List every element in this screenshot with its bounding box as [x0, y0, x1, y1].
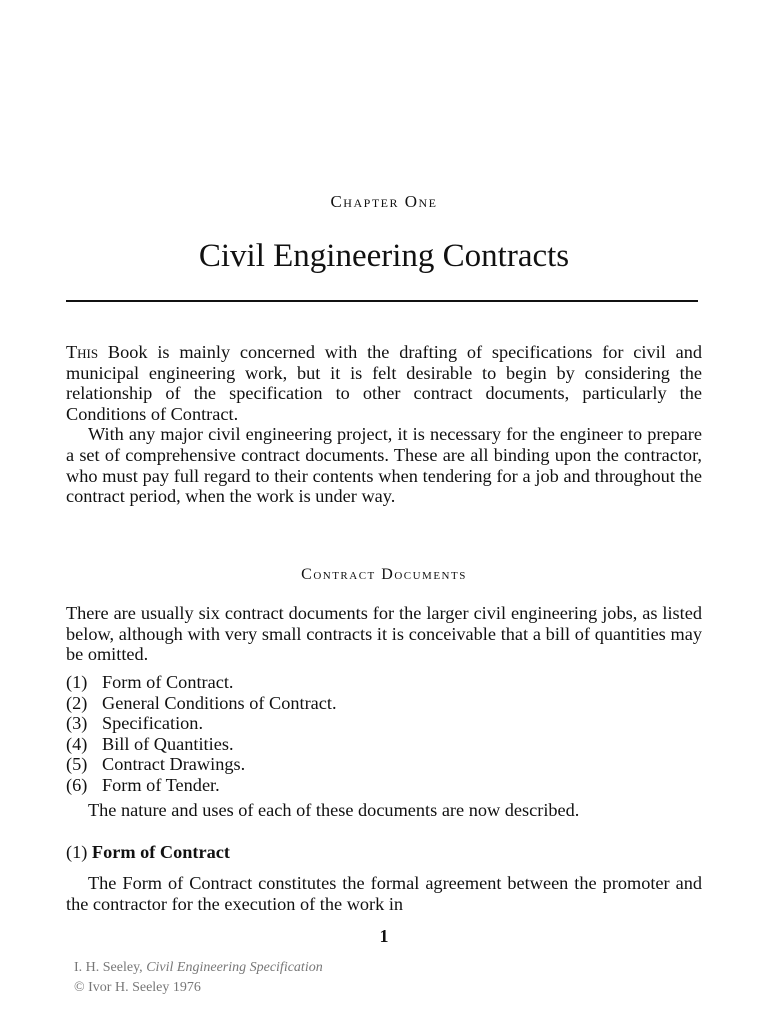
list-item-number: (5): [66, 754, 88, 775]
list-item: [66, 734, 702, 755]
intro-paragraph-1-text: Book is mainly concerned with the drafting of specifications for civil and municipal engineering work, but it is felt desirable to begin by considering the relationship of the specification to other contract documents, particularly the Conditions of Contract.: [66, 342, 702, 424]
list-item-label: Specification.: [102, 713, 204, 734]
list-item-label: Form of Tender.: [102, 774, 220, 795]
contract-documents-summary: The nature and uses of each of these documents are now described.: [88, 800, 580, 820]
list-item-number: (3): [66, 713, 88, 734]
contract-documents-intro-text: There are usually six contract documents for the larger civil engineering jobs, as listed below, although with very small contracts it is conceivable that a bill of quantities may be omitted.: [66, 603, 702, 665]
citation-copyright: © Ivor H. Seeley 1976: [74, 980, 201, 995]
intro-lead-word: This: [66, 342, 99, 362]
list-item: [66, 754, 702, 775]
list-item: [66, 713, 702, 734]
form-of-contract-text: The Form of Contract constitutes the formal agreement between the promoter and the contractor for the execution of the work in: [66, 873, 702, 914]
citation-author: I. H. Seeley,: [74, 960, 147, 975]
title-rule: [66, 300, 698, 302]
list-item-label: Contract Drawings.: [102, 754, 246, 775]
intro-paragraph-2: With any major civil engineering project, it is necessary for the engineer to prepare a set of comprehensive contract documents. These are all binding upon the contractor, who must pay full regard to their contents when tendering for a job and throughout the contract period, when the work is under way.: [66, 424, 702, 507]
subheading-form-of-contract: [66, 842, 230, 863]
list-item-number: (6): [66, 774, 88, 795]
list-item-label: General Conditions of Contract.: [102, 692, 337, 713]
list-item: [66, 672, 702, 693]
list-item-number: (4): [66, 733, 88, 754]
citation: [74, 958, 323, 998]
chapter-title: Civil Engineering Contracts: [198, 238, 570, 274]
citation-book-title: Civil Engineering Specification: [146, 960, 323, 975]
form-of-contract-section: [66, 873, 702, 914]
intro-section: [66, 342, 702, 507]
section-heading-contract-documents: Contract Documents: [301, 566, 467, 583]
subheading-title: Form of Contract: [91, 842, 230, 862]
list-item: [66, 693, 702, 714]
page-number: 1: [379, 926, 389, 946]
subheading-number: (1): [66, 842, 88, 862]
intro-paragraph-1: [66, 342, 702, 424]
citation-line-1: [74, 958, 323, 978]
contract-documents-list: [66, 672, 702, 796]
list-item: [66, 775, 702, 796]
list-item-number: (1): [66, 672, 88, 692]
list-item-label: Bill of Quantities.: [102, 733, 234, 754]
chapter-label: Chapter One: [330, 192, 438, 211]
list-item-label: Form of Contract.: [102, 672, 234, 692]
contract-documents-intro: [66, 603, 702, 665]
list-item-number: (2): [66, 692, 88, 713]
